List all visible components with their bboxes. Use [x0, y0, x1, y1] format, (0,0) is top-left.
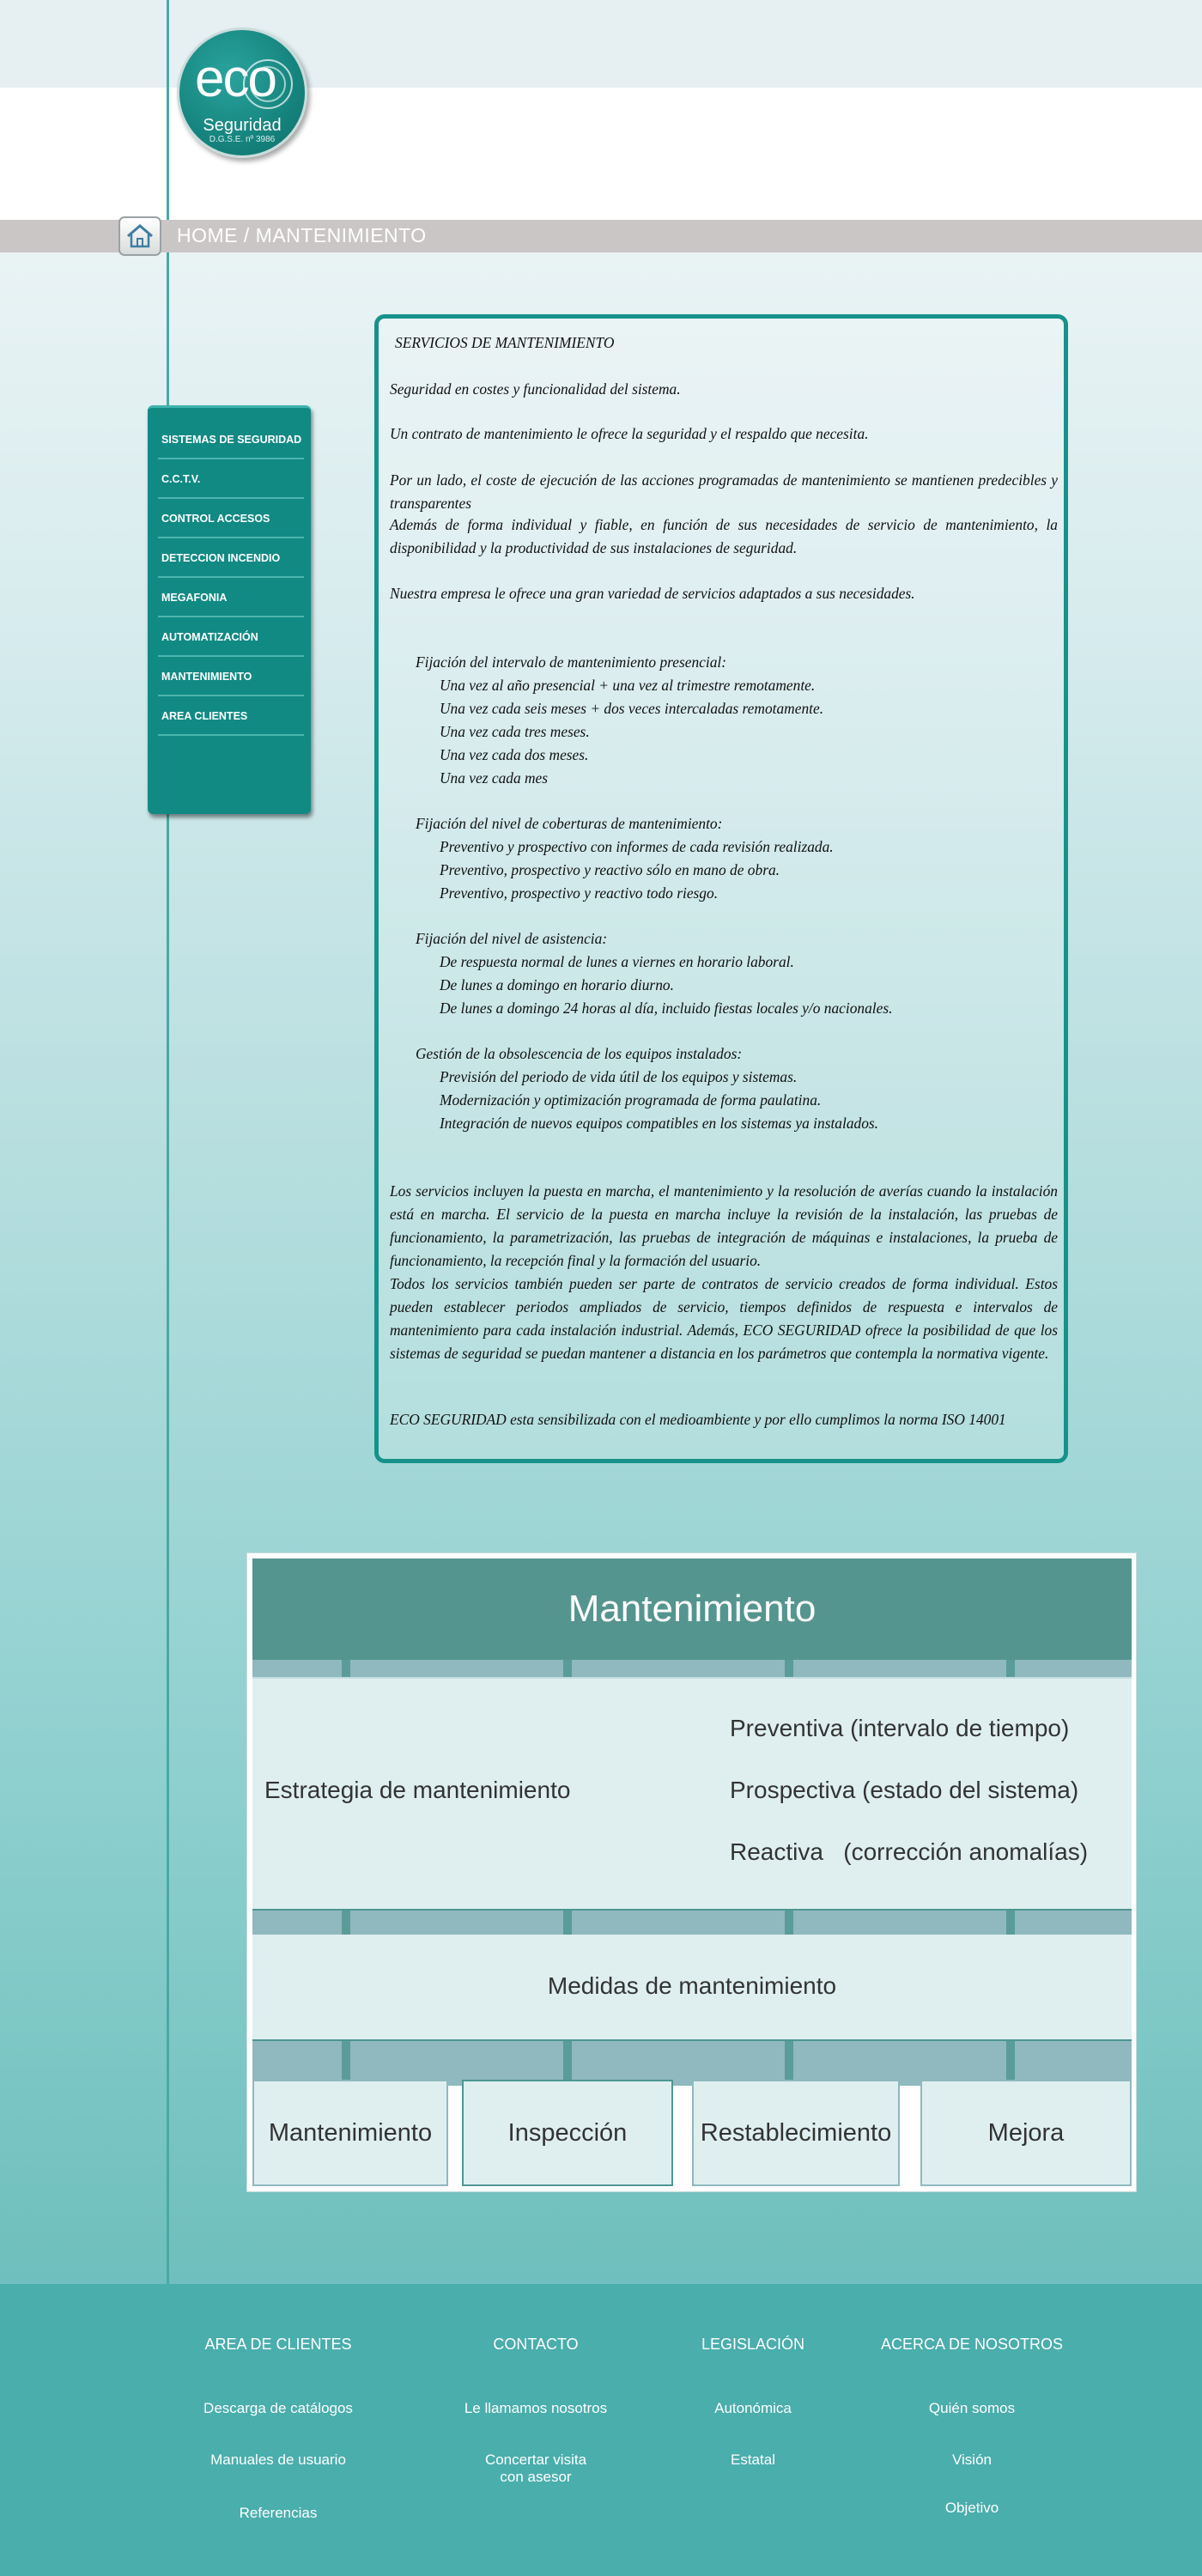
list-item: Integración de nuevos equipos compatibles en los sistemas ya instalados.: [440, 1115, 879, 1132]
sidebar-item-area-clientes[interactable]: AREA CLIENTES: [158, 698, 304, 736]
footer-heading[interactable]: ACERCA DE NOSOTROS: [880, 2336, 1064, 2353]
home-icon: [120, 218, 160, 254]
list-item: Una vez cada tres meses.: [440, 723, 590, 740]
footer-link[interactable]: Autonómica: [714, 2400, 792, 2416]
footer-column-contacto: [433, 2336, 639, 2485]
sidebar-item-automatizacion[interactable]: AUTOMATIZACIÓN: [158, 619, 304, 657]
content-title: SERVICIOS DE MANTENIMIENTO: [395, 334, 615, 351]
connector-segment: [342, 1911, 350, 1935]
list-heading: Fijación del nivel de asistencia:: [416, 930, 608, 947]
footer-link[interactable]: Visión: [952, 2451, 992, 2468]
footer-heading[interactable]: AREA DE CLIENTES: [204, 2336, 352, 2353]
content-paragraph: Todos los servicios también pueden ser parte de contratos de servicio creados de forma individual. Estos pueden establecer periodos ampliados de servicio, tiempos definidos de respuesta e intervalos de mantenimiento para cada instalación industrial. Además, ECO SEGURIDAD ofrece la posibilidad de que los sistemas de seguridad se puedan mantener a distancia en los parámetros que contempla la normativa vigente.: [390, 1275, 1058, 1362]
measures-label: Medidas de mantenimiento: [547, 1972, 837, 1999]
connector-segment: [1006, 1660, 1015, 1677]
list-item: De respuesta normal de lunes a viernes en horario laboral.: [440, 953, 794, 970]
content-paragraph: Nuestra empresa le ofrece una gran variedad de servicios adaptados a sus necesidades.: [390, 585, 915, 602]
footer-link[interactable]: Objetivo: [944, 2500, 999, 2516]
footer-link[interactable]: Estatal: [731, 2451, 775, 2468]
maintenance-diagram: [246, 1552, 1137, 2192]
diagram-title: Mantenimiento: [252, 1558, 1132, 1660]
footer-link[interactable]: Referencias: [239, 2505, 318, 2521]
content-paragraph: Seguridad en costes y funcionalidad del sistema.: [390, 380, 681, 398]
content-paragraph: Un contrato de mantenimiento le ofrece la seguridad y el respaldo que necesita.: [390, 425, 869, 442]
sidebar-item-mantenimiento[interactable]: MANTENIMIENTO: [158, 659, 304, 696]
content-paragraph: Por un lado, el coste de ejecución de las acciones programadas de mantenimiento se mantienen predecibles y transparentes: [390, 471, 1058, 512]
logo-text: eco: [195, 49, 276, 108]
connector-segment: [563, 1660, 572, 1677]
list-item: Previsión del periodo de vida útil de los equipos y sistemas.: [440, 1068, 798, 1085]
eco-logo[interactable]: [177, 27, 307, 158]
footer-link[interactable]: Concertar visita: [484, 2451, 587, 2468]
connector-segment: [785, 1911, 793, 1935]
measure-box-inspeccion: Inspección: [462, 2080, 673, 2186]
footer-link[interactable]: con asesor: [500, 2469, 572, 2485]
footer-column-acerca: [869, 2336, 1075, 2516]
footer-link[interactable]: Le llamamos nosotros: [464, 2400, 608, 2416]
strategy-panel: [252, 1677, 1132, 1911]
content-paragraph: Además de forma individual y fiable, en función de sus necesidades de servicio de mantenimiento, la disponibilidad y la productividad de sus instalaciones de seguridad.: [390, 516, 1058, 556]
home-button[interactable]: [118, 216, 161, 256]
sidebar-item-cctv[interactable]: C.C.T.V.: [158, 461, 304, 499]
connector-segment: [1006, 1911, 1015, 1935]
strategy-type: Prospectiva (estado del sistema): [730, 1777, 1079, 1803]
connector-segment: [342, 1660, 350, 1677]
list-item: Preventivo y prospectivo con informes de cada revisión realizada.: [440, 838, 834, 855]
list-item: De lunes a domingo 24 horas al día, incluido fiestas locales y/o nacionales.: [440, 999, 893, 1017]
connector-segment: [563, 1911, 572, 1935]
footer-link[interactable]: Manuales de usuario: [210, 2451, 346, 2468]
strategy-label: Estrategia de mantenimiento: [264, 1777, 571, 1803]
footer-column-legislacion: [650, 2336, 856, 2468]
measure-box-mejora: Mejora: [920, 2080, 1132, 2186]
footer-heading[interactable]: LEGISLACIÓN: [701, 2336, 805, 2353]
footer-link[interactable]: Descarga de catálogos: [203, 2400, 353, 2416]
footer-link[interactable]: Quién somos: [928, 2400, 1016, 2416]
measure-box-mantenimiento: Mantenimiento: [252, 2080, 448, 2186]
logo-subtitle: Seguridad: [203, 116, 282, 135]
list-item: Una vez al año presencial + una vez al trimestre remotamente.: [440, 677, 816, 694]
list-item: Una vez cada seis meses + dos veces intercaladas remotamente.: [440, 700, 824, 717]
measure-box-restablecimiento: Restablecimiento: [692, 2080, 900, 2186]
measures-panel: [252, 1935, 1132, 2041]
list-item: De lunes a domingo en horario diurno.: [440, 976, 674, 993]
sidebar-menu: [148, 405, 311, 814]
list-heading: Gestión de la obsolescencia de los equipos instalados:: [416, 1045, 743, 1062]
diagram-connector-strip: [252, 1660, 1132, 1677]
footer-heading[interactable]: CONTACTO: [493, 2336, 579, 2353]
sidebar-item-deteccion-incendio[interactable]: DETECCION INCENDIO: [158, 540, 304, 578]
list-heading: Fijación del nivel de coberturas de mantenimiento:: [416, 815, 723, 832]
content-paragraph: Los servicios incluyen la puesta en marcha, el mantenimiento y la resolución de averías cuando la instalación está en marcha. El servicio de la puesta en marcha incluye la revisión de la instalación, las pruebas de funcionamiento, la parametrización, las pruebas de integración de máquinas e instalaciones, la prueba de funcionamiento, la recepción final y la formación del usuario.: [390, 1182, 1058, 1269]
list-item: Preventivo, prospectivo y reactivo sólo en mano de obra.: [440, 861, 780, 878]
sidebar-item-control-accesos[interactable]: CONTROL ACCESOS: [158, 501, 304, 538]
list-item: Modernización y optimización programada de forma paulatina.: [440, 1091, 822, 1109]
sidebar-item-sistemas-seguridad[interactable]: SISTEMAS DE SEGURIDAD: [158, 422, 304, 459]
footer: [0, 2284, 1202, 2576]
logo-code: D.G.S.E. nº 3986: [209, 135, 276, 144]
strategy-type: Reactiva (corrección anomalías): [730, 1838, 1089, 1865]
list-heading: Fijación del intervalo de mantenimiento presencial:: [416, 653, 727, 671]
footer-column-area-clientes: [175, 2336, 381, 2521]
sidebar-item-megafonia[interactable]: MEGAFONIA: [158, 580, 304, 617]
breadcrumb[interactable]: HOME / MANTENIMIENTO: [177, 224, 427, 246]
list-item: Preventivo, prospectivo y reactivo todo riesgo.: [440, 884, 719, 902]
diagram-connector-strip: [252, 1911, 1132, 1935]
content-paragraph: ECO SEGURIDAD esta sensibilizada con el medioambiente y por ello cumplimos la norma ISO 14001: [390, 1411, 1006, 1428]
list-item: Una vez cada dos meses.: [440, 746, 589, 763]
strategy-type: Preventiva (intervalo de tiempo): [730, 1715, 1070, 1741]
list-item: Una vez cada mes: [440, 769, 549, 787]
vertical-divider-line: [167, 0, 169, 2286]
connector-segment: [785, 1660, 793, 1677]
